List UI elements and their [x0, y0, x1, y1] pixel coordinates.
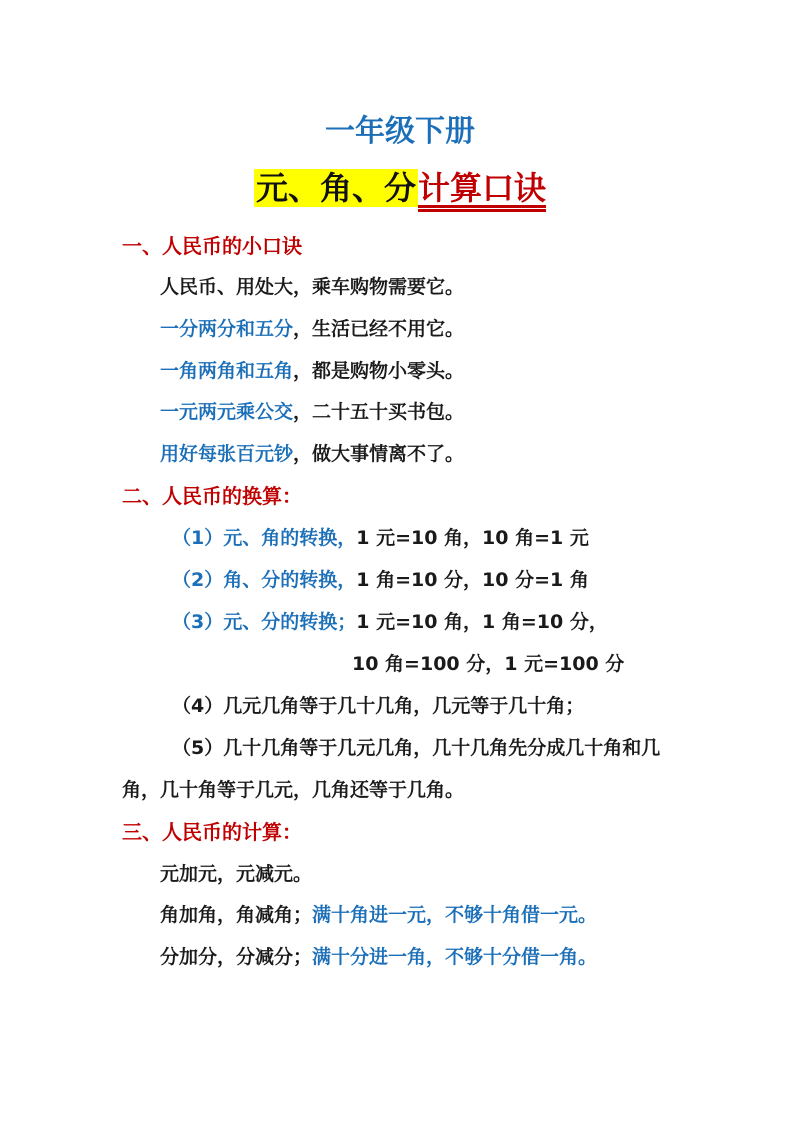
section3-heading: 三、人民币的计算： — [122, 820, 302, 844]
conversion-item-2: （2）角、分的转换，1 角=10 分，10 分=1 角 — [172, 569, 589, 591]
section2-heading: 二、人民币的换算： — [122, 484, 302, 508]
conversion-item-1: （1）元、角的转换，1 元=10 角，10 角=1 元 — [172, 527, 589, 549]
section1-heading: 一、人民币的小口诀 — [122, 234, 302, 258]
conversion-item-3: （3）元、分的转换；1 元=10 角，1 角=10 分， — [172, 611, 608, 633]
rhyme-line-1: 人民币、用处大，乘车购物需要它。 — [160, 276, 465, 298]
rhyme-line-2: 一分两分和五分，生活已经不用它。 — [160, 318, 465, 340]
main-title-highlight: 元、角、分 — [255, 169, 416, 207]
conversion-item-5-line-2: 角，几十角等于几元，几角还等于几角。 — [122, 779, 465, 801]
main-title-rest: 计算口诀 — [418, 169, 547, 207]
conversion-item-3-continuation: 10 角=100 分，1 元=100 分 — [352, 653, 625, 675]
grade-title: 一年级下册 — [325, 114, 475, 149]
rhyme-line-3: 一角两角和五角，都是购物小零头。 — [160, 360, 465, 382]
main-title — [0, 160, 800, 216]
calc-rule-3: 分加分，分减分；满十分进一角，不够十分借一角。 — [160, 946, 598, 968]
conversion-item-4: （4）几元几角等于几十几角，几元等于几十角； — [172, 695, 585, 717]
rhyme-line-4: 一元两元乘公交，二十五十买书包。 — [160, 401, 465, 423]
calc-rule-2: 角加角，角减角；满十角进一元，不够十角借一元。 — [160, 904, 598, 926]
rhyme-line-5: 用好每张百元钞，做大事情离不了。 — [160, 443, 465, 465]
calc-rule-1: 元加元，元减元。 — [160, 863, 313, 885]
conversion-item-5-line-1: （5）几十几角等于几元几角，几十几角先分成几十角和几 — [172, 737, 661, 759]
